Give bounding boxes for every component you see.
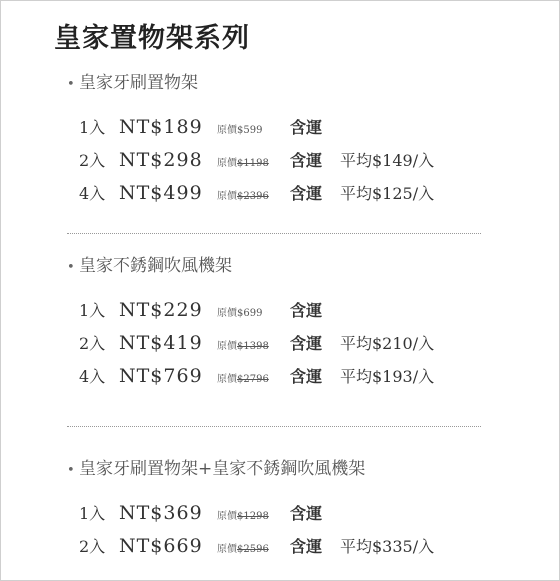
section-heading	[67, 70, 198, 96]
sale-price: NT$419	[119, 332, 203, 354]
sale-price: NT$369	[119, 502, 203, 524]
bullet-icon: •	[67, 463, 75, 478]
quantity: 1入	[79, 118, 106, 137]
sale-price: NT$769	[119, 365, 203, 387]
shipping-included-tag: 含運	[290, 151, 323, 170]
quantity: 4入	[79, 367, 106, 386]
quantity: 2入	[79, 151, 106, 170]
section-title: 皇家牙刷置物架	[79, 73, 198, 93]
sale-price: NT$499	[119, 182, 203, 204]
shipping-included-tag: 含運	[290, 504, 323, 523]
quantity: 1入	[79, 504, 106, 523]
original-price-amount: $2796	[237, 374, 269, 385]
price-row	[79, 531, 434, 561]
shipping-included-tag: 含運	[290, 334, 323, 353]
original-price	[217, 535, 290, 565]
original-price-amount: $1398	[237, 341, 269, 352]
sale-price: NT$298	[119, 149, 203, 171]
average-price: 平均$335/入	[340, 537, 435, 556]
original-price-amount: $2396	[237, 191, 269, 202]
bullet-icon: •	[67, 260, 75, 275]
section-title: 皇家牙刷置物架+皇家不銹鋼吹風機架	[79, 459, 366, 479]
quantity: 4入	[79, 184, 106, 203]
shipping-included-tag: 含運	[290, 184, 323, 203]
original-price-label: 原價	[217, 125, 237, 136]
original-price-label: 原價	[217, 341, 237, 352]
original-price-amount: $1298	[237, 511, 269, 522]
section-divider	[67, 233, 481, 234]
price-row	[79, 178, 434, 208]
price-row	[79, 498, 340, 528]
sale-price: NT$229	[119, 299, 203, 321]
shipping-included-tag: 含運	[290, 367, 323, 386]
price-row	[79, 361, 434, 391]
original-price-label: 原價	[217, 511, 237, 522]
section-title: 皇家不銹鋼吹風機架	[79, 256, 232, 276]
section-heading	[67, 456, 365, 482]
original-price-label: 原價	[217, 191, 237, 202]
original-price-amount: $2596	[237, 544, 269, 555]
original-price-amount: $599	[237, 125, 263, 136]
price-row	[79, 112, 340, 142]
average-price: 平均$125/入	[340, 184, 435, 203]
original-price	[217, 299, 290, 329]
quantity: 1入	[79, 301, 106, 320]
original-price	[217, 365, 290, 395]
sale-price: NT$669	[119, 535, 203, 557]
average-price: 平均$193/入	[340, 367, 435, 386]
price-row	[79, 328, 434, 358]
section-divider	[67, 426, 481, 427]
original-price-label: 原價	[217, 374, 237, 385]
shipping-included-tag: 含運	[290, 301, 323, 320]
original-price-label: 原價	[217, 308, 237, 319]
price-row	[79, 295, 340, 325]
original-price	[217, 332, 290, 362]
shipping-included-tag: 含運	[290, 118, 323, 137]
average-price: 平均$210/入	[340, 334, 435, 353]
shipping-included-tag: 含運	[290, 537, 323, 556]
original-price	[217, 182, 290, 212]
original-price-amount: $699	[237, 308, 263, 319]
original-price	[217, 149, 290, 179]
quantity: 2入	[79, 537, 106, 556]
section-heading	[67, 253, 232, 279]
quantity: 2入	[79, 334, 106, 353]
price-row	[79, 145, 434, 175]
average-price: 平均$149/入	[340, 151, 435, 170]
bullet-icon: •	[67, 77, 75, 92]
original-price-label: 原價	[217, 158, 237, 169]
original-price	[217, 116, 290, 146]
original-price-amount: $1198	[237, 158, 269, 169]
page-title: 皇家置物架系列	[54, 23, 250, 54]
original-price	[217, 502, 290, 532]
sale-price: NT$189	[119, 116, 203, 138]
original-price-label: 原價	[217, 544, 237, 555]
